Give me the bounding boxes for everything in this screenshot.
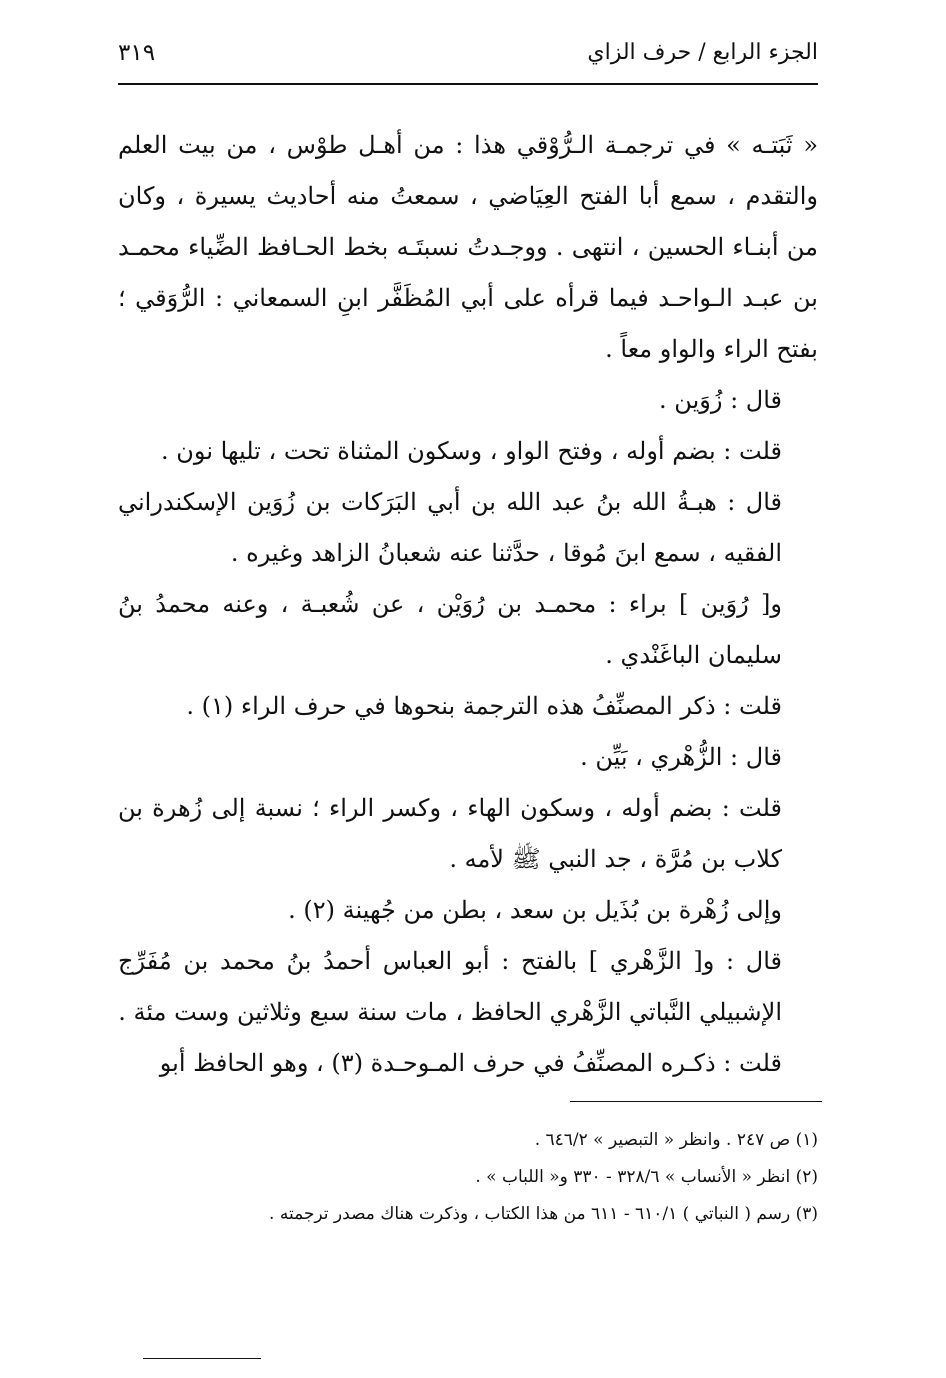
page-header <box>118 34 818 78</box>
paragraph: قلت : بضم أوله ، وفتح الواو ، وسكون المثناة تحت ، تليها نون . <box>161 437 782 465</box>
bottom-rule <box>143 1358 261 1359</box>
running-title: الجزء الرابع / حرف الزاي <box>587 40 818 65</box>
main-text <box>118 120 818 1089</box>
paragraph: قلت : بضم أوله ، وسكون الهاء ، وكسر الراء ؛ نسبة إلى زُهرة بن كلاب بن مُرَّة ، جد النبي ﷺ لأمه . <box>118 794 782 873</box>
paragraph: وإلى زُهْرة بن بُذَيل بن سعد ، بطن من جُهينة (٢) . <box>288 896 782 924</box>
paragraph: قال : و[ الزَّهْري ] بالفتح : أبو العباس أحمدُ بنُ محمد بن مُفَرِّج الإشبيلي النَّباتي الزَّهْري الحافظ ، مات سنة سبع وثلاثين وست مئة . <box>118 947 782 1026</box>
footnote-separator <box>570 1101 822 1102</box>
paragraph: قال : الزُّهْري ، بَيِّن . <box>580 743 782 771</box>
paragraph: قال : هبـةُ الله بنُ عبد الله بن أبي البَرَكات بن زُوَين الإسكندراني الفقيه ، سمع ابنَ مُوقا ، حدَّثنا عنه شعبانُ الزاهد وغيره . <box>118 488 782 567</box>
footnote: (١) ص ٢٤٧ . وانظر « التبصير » ٦٤٦/٢ . <box>534 1130 818 1150</box>
footnote: (٣) رسم ( النباتي ) ٦١٠/١ - ٦١١ من هذا الكتاب ، وذكرت هناك مصدر ترجمته . <box>269 1204 818 1224</box>
paragraph: قلت : ذكـره المصنِّفُ في حرف المـوحـدة (٣) ، وهو الحافظ أبو <box>159 1049 782 1077</box>
page-number: ٣١٩ <box>118 40 156 66</box>
paragraph: و[ رُوَين ] براء : محمـد بن رُوَيْن ، عن شُعبـة ، وعنه محمدُ بنُ سليمان الباغَنْدي . <box>118 590 782 669</box>
footnote: (٢) انظر « الأنساب » ٣٢٨/٦ - ٣٣٠ و« اللباب » . <box>475 1167 818 1187</box>
paragraph: قال : زُوَين . <box>659 386 782 414</box>
paragraph: « ثَبَتـه » في ترجمـة الـرُّوْقي هذا : من أهـل طوْس ، من بيت العلم والتقدم ، سمع أبا الفتح العِيَاضي ، سمعتُ منه أحاديث يسيرة ، وكان من أبنـاء الحسين ، انتهى . ووجـدتُ نسبتَـه بخط الحـافظ الضِّياء محمـد بن عبـد الـواحـد فيما قرأه على أبي المُظَفَّر ابنِ السمعاني : الرُّوَقي ؛ بفتح الراء والواو معاً . <box>118 131 818 363</box>
paragraph: قلت : ذكر المصنِّفُ هذه الترجمة بنحوها في حرف الراء (١) . <box>186 692 782 720</box>
header-rule <box>118 83 818 85</box>
footnotes <box>118 1122 818 1233</box>
